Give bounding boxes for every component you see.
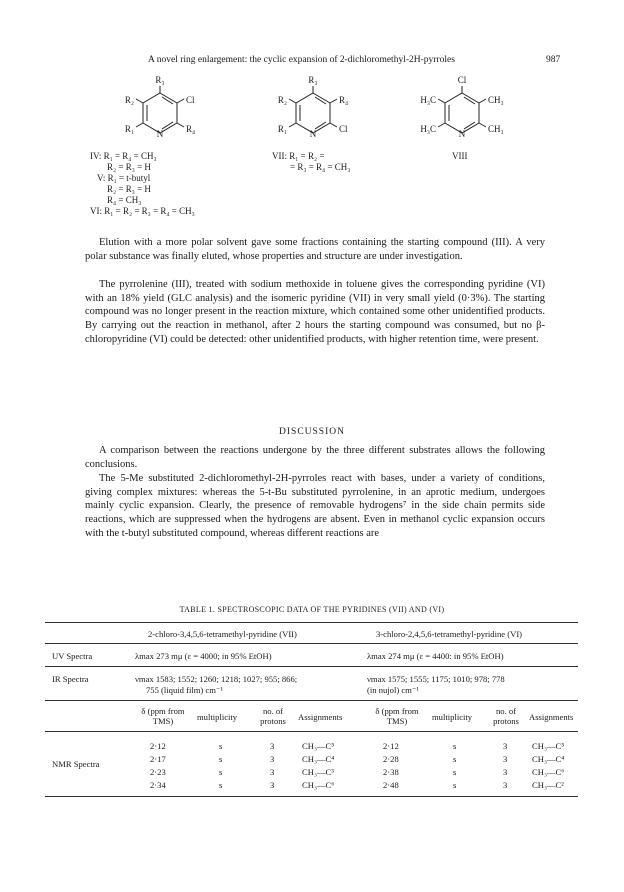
nmr-left-protons: 3 — [270, 741, 275, 751]
nmr-left-protons: 3 — [270, 754, 275, 764]
ir-left-line1: νmax 1583; 1552; 1260; 1218; 1027; 955; 866; — [135, 674, 298, 684]
table-top-rule — [45, 622, 578, 623]
running-title: A novel ring enlargement: the cyclic expansion of 2-dichloromethyl-2H-pyrroles — [148, 55, 455, 65]
nmr-header-protons-left: no. of protons — [260, 706, 286, 726]
s3-ring-n: N — [458, 129, 466, 139]
s1-left-top-label: R₂ — [124, 95, 134, 105]
nmr-right-protons: 3 — [503, 741, 508, 751]
s2-right-top-label: R₄ — [339, 95, 349, 105]
s1-right-bottom-label: R₄ — [186, 124, 196, 134]
nmr-right-mult: s — [453, 754, 457, 764]
nmr-right-delta: 2·28 — [383, 754, 399, 764]
s2-right-bottom-label: Cl — [339, 124, 348, 134]
nmr-left-assign: CH₃—C⁵ — [302, 741, 335, 751]
pyridine-ring-1 — [143, 93, 177, 133]
s3-right-top-label: CH₃ — [488, 95, 504, 105]
table-rule — [45, 700, 578, 701]
s3-top-label: Cl — [457, 75, 467, 85]
pyridine-ring-3 — [445, 93, 479, 133]
legend-right: VIII — [452, 151, 468, 161]
nmr-right-delta: 2·38 — [383, 767, 399, 777]
nmr-right-protons: 3 — [503, 767, 508, 777]
nmr-right-assign: CH₃—C⁶ — [532, 767, 565, 777]
nmr-left-assign: CH₃—C⁶ — [302, 780, 335, 790]
nmr-header-assignments-left: Assignments — [298, 712, 343, 722]
nmr-left-delta: 2·34 — [150, 780, 166, 790]
nmr-left-assign: CH₃—C⁴ — [302, 754, 335, 764]
legend-line: R₂ = R₃ = H — [107, 162, 151, 172]
s3-left-bottom-label: H₃C — [420, 124, 436, 134]
s1-top-label: R₃ — [155, 75, 165, 85]
nmr-header-delta-left: δ (ppm from TMS) — [141, 706, 185, 726]
nmr-header-assignments-right: Assignments — [529, 712, 574, 722]
legend-line: IV: R₁ = R₄ = CH₃ — [90, 151, 157, 161]
legend-line: VI: R₁ = R₂ = R₃ = R₄ = CH₃ — [90, 206, 195, 216]
nmr-left-delta: 2·12 — [150, 741, 166, 751]
table-bottom-rule — [45, 796, 578, 797]
legend-left — [90, 151, 195, 217]
paragraph-5me: The 5-Me substituted 2-dichloromethyl-2H-pyrroles react with bases, under a variety of conditions, giving complex mixtures: whereas the 5-t-Bu substituted pyrrolenine, in an aprotic medium, undergoes mainly cyclic expansion. Clearly, the presence of removable hydrogens⁷ in the side chain permits side reactions, which are suppressed when the hydrogens are absent. Even in methanol cyclic expansion occurs with the t-butyl substituted compound, whereas different reactions are — [85, 473, 545, 539]
nmr-left-assign: CH₃—C³ — [302, 767, 334, 777]
nmr-header-multiplicity-right: multiplicity — [432, 712, 473, 722]
legend-line: R₄ = CH₃ — [107, 195, 142, 205]
paragraph-elution: Elution with a more polar solvent gave some fractions containing the starting compound (III). A very polar substance was finally eluted, whose properties and structure are under investigation. — [85, 237, 545, 262]
nmr-right-mult: s — [453, 780, 457, 790]
s2-ring-n: N — [309, 129, 317, 139]
paragraph-pyrrolenine: The pyrrolenine (III), treated with sodium methoxide in toluene gives the corresponding pyridine (VI) with an 18% yield (GLC analysis) and the isomeric pyridine (VII) in very small yield (0·3%). The starting compound was no longer present in the reaction mixture, which contained some other unidentified products. By carrying out the reaction in methanol, after 2 hours the starting compound was consumed, but no β-chloropyridine (VI) could be detected: other unidentified products, with higher retention time, were present. — [85, 279, 545, 345]
nmr-left-mult: s — [219, 780, 223, 790]
nmr-left-mult: s — [219, 767, 223, 777]
nmr-right-delta: 2·48 — [383, 780, 399, 790]
s1-right-top-label: Cl — [186, 95, 195, 105]
legend-line: V: R₁ = t-butyl — [97, 173, 151, 183]
ir-right-line1: νmax 1575; 1555; 1175; 1010; 978; 778 — [367, 674, 505, 684]
uv-left-value: λmax 273 mμ (ε = 4000; in 95% EtOH) — [135, 651, 272, 661]
ir-left-line2: 755 (liquid film) cm⁻¹ — [146, 685, 224, 695]
nmr-right-delta: 2·12 — [383, 741, 399, 751]
nmr-header-multiplicity-left: multiplicity — [197, 712, 238, 722]
nmr-left-delta: 2·17 — [150, 754, 166, 764]
nmr-header-delta-right: δ (ppm from TMS) — [375, 706, 419, 726]
nmr-right-protons: 3 — [503, 754, 508, 764]
table-rule — [45, 643, 578, 644]
chemical-structures — [0, 75, 624, 155]
uv-right-value: λmax 274 mμ (ε = 4400: in 95% EtOH) — [367, 651, 504, 661]
nmr-right-assign: CH₃—C² — [532, 780, 564, 790]
paragraph-comparison: A comparison between the reactions undergone by the three different substrates allows the following conclusions. — [85, 445, 545, 470]
table-rule — [45, 666, 578, 667]
s2-top-label: R₃ — [308, 75, 318, 85]
s1-left-bottom-label: R₁ — [124, 124, 134, 134]
legend-middle — [272, 151, 350, 173]
nmr-left-delta: 2·23 — [150, 767, 166, 777]
nmr-left-protons: 3 — [270, 767, 275, 777]
table-col-header-left: 2-chloro-3,4,5,6-tetramethyl-pyridine (VII) — [148, 629, 297, 639]
nmr-right-mult: s — [453, 741, 457, 751]
legend-line: R₂ = R₃ = H — [107, 184, 151, 194]
nmr-left-mult: s — [219, 754, 223, 764]
table-rule — [45, 731, 578, 732]
legend-line: = R₃ = R₄ = CH₃ — [290, 162, 351, 172]
nmr-right-protons: 3 — [503, 780, 508, 790]
section-heading-discussion: DISCUSSION — [279, 427, 345, 437]
nmr-label: NMR Spectra — [52, 759, 100, 769]
nmr-right-assign: CH₃—C⁵ — [532, 741, 565, 751]
nmr-left-mult: s — [219, 741, 223, 751]
page-number: 987 — [546, 55, 561, 65]
table-caption: TABLE 1. SPECTROSCOPIC DATA OF THE PYRIDINES (VII) AND (VI) — [179, 605, 445, 614]
ir-right-line2: (in nujol) cm⁻¹ — [367, 685, 419, 695]
s2-left-bottom-label: R₁ — [277, 124, 287, 134]
table-col-header-right: 3-chloro-2,4,5,6-tetramethyl-pyridine (VI) — [376, 629, 523, 639]
pyridine-ring-2 — [296, 93, 330, 133]
s3-left-top-label: H₃C — [420, 95, 436, 105]
ir-label: IR Spectra — [52, 674, 89, 684]
nmr-header-protons-right: no. of protons — [493, 706, 519, 726]
nmr-right-mult: s — [453, 767, 457, 777]
nmr-left-protons: 3 — [270, 780, 275, 790]
s2-left-top-label: R₂ — [277, 95, 287, 105]
nmr-right-assign: CH₃—C⁴ — [532, 754, 565, 764]
s1-ring-n: N — [156, 129, 164, 139]
legend-line: VII: R₁ = R₂ = — [272, 151, 325, 161]
s3-right-bottom-label: CH₃ — [488, 124, 504, 134]
uv-label: UV Spectra — [52, 651, 93, 661]
